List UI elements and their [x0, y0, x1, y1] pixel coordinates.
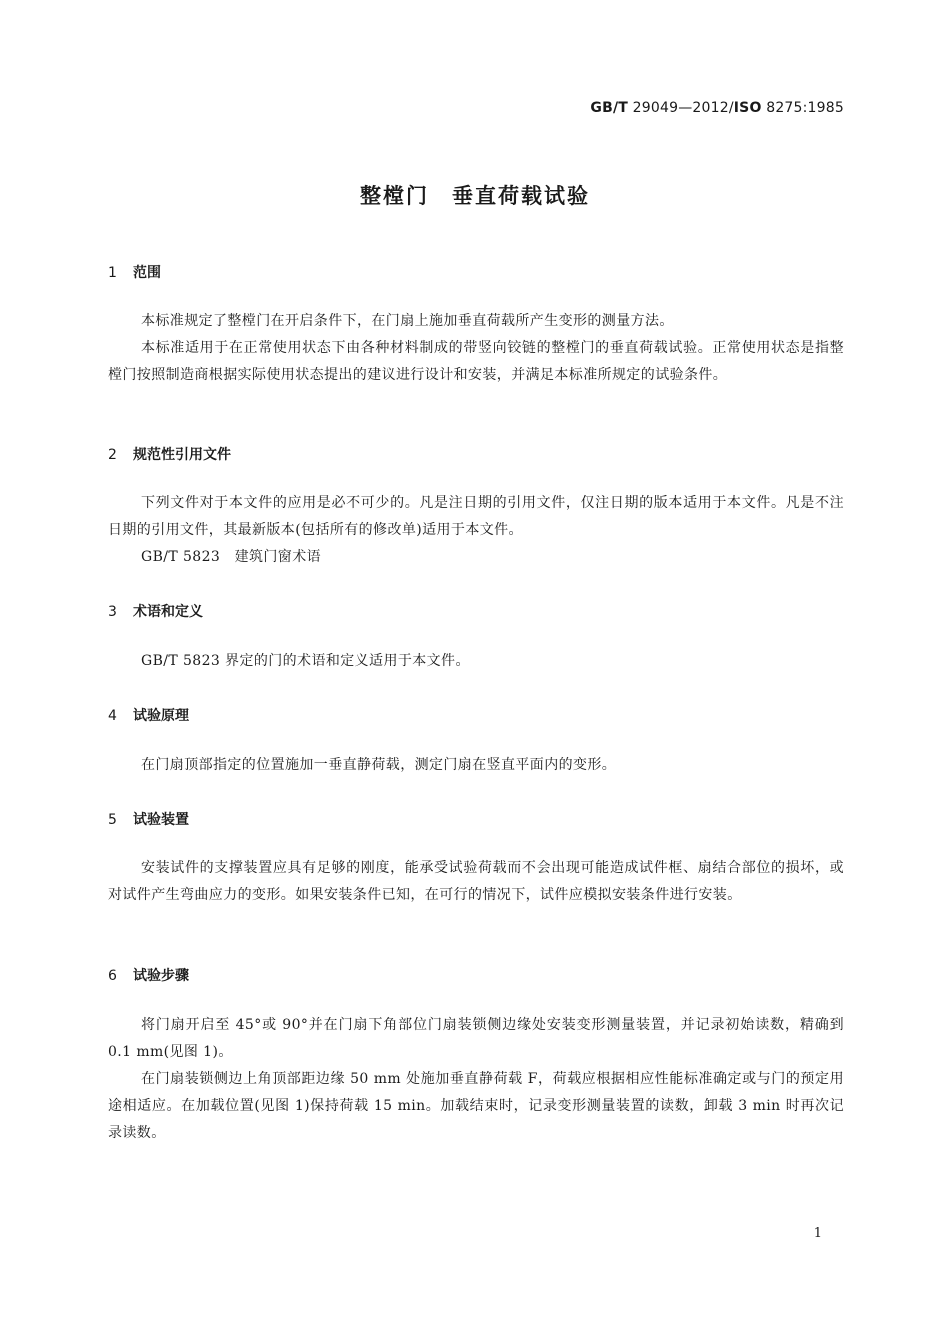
section-number: 1 [108, 265, 117, 281]
paragraph: 在门扇顶部指定的位置施加一垂直静荷载，测定门扇在竖直平面内的变形。 [141, 757, 617, 773]
standard-code-header [590, 100, 844, 116]
section-title: 规范性引用文件 [133, 447, 231, 463]
section-title: 试验原理 [133, 708, 189, 724]
paragraph: 在门扇装锁侧边上角顶部距边缘 50 mm 处施加垂直静荷载 F，荷载应根据相应性能标准确定或与门的预定用途相适应。在加载位置(见图 1)保持荷载 15 min。加载结束时，记录变形测量装置的读数，卸载 3 min 时再次记录读数。 [108, 1071, 844, 1141]
section-title: 试验装置 [133, 812, 189, 828]
page-number: 1 [813, 1226, 822, 1241]
header-gbt-number: 29049—2012/ [628, 100, 734, 116]
section-number: 5 [108, 812, 117, 828]
section-1-heading [108, 262, 161, 282]
paragraph: 本标准规定了整樘门在开启条件下，在门扇上施加垂直荷载所产生变形的测量方法。 [141, 313, 674, 329]
section-title: 范围 [133, 265, 161, 281]
section-4-heading [108, 705, 189, 725]
paragraph: 将门扇开启至 45°或 90°并在门扇下角部位门扇装锁侧边缘处安装变形测量装置，并记录初始读数，精确到 0.1 mm(见图 1)。 [108, 1017, 844, 1060]
paragraph: 安装试件的支撑装置应具有足够的刚度，能承受试验荷载而不会出现可能造成试件框、扇结合部位的损坏，或对试件产生弯曲应力的变形。如果安装条件已知，在可行的情况下，试件应模拟安装条件进行安装。 [108, 860, 844, 903]
section-number: 2 [108, 447, 117, 463]
header-iso: ISO [733, 100, 762, 116]
header-gbt: GB/T [590, 100, 629, 116]
paragraph: GB/T 5823 建筑门窗术语 [141, 549, 322, 565]
section-2-heading [108, 444, 231, 464]
paragraph: GB/T 5823 界定的门的术语和定义适用于本文件。 [141, 653, 470, 669]
section-number: 3 [108, 604, 117, 620]
document-title: 整樘门 垂直荷载试验 [360, 184, 590, 208]
section-title: 试验步骤 [133, 968, 189, 984]
header-iso-number: 8275:1985 [761, 100, 844, 116]
section-title: 术语和定义 [133, 604, 203, 620]
section-3-heading [108, 601, 203, 621]
section-6-heading [108, 965, 189, 985]
section-number: 4 [108, 708, 117, 724]
paragraph: 下列文件对于本文件的应用是必不可少的。凡是注日期的引用文件，仅注日期的版本适用于本文件。凡是不注日期的引用文件，其最新版本(包括所有的修改单)适用于本文件。 [108, 495, 844, 538]
section-number: 6 [108, 968, 117, 984]
section-5-heading [108, 809, 189, 829]
paragraph: 本标准适用于在正常使用状态下由各种材料制成的带竖向铰链的整樘门的垂直荷载试验。正常使用状态是指整樘门按照制造商根据实际使用状态提出的建议进行设计和安装，并满足本标准所规定的试验条件。 [108, 340, 844, 383]
